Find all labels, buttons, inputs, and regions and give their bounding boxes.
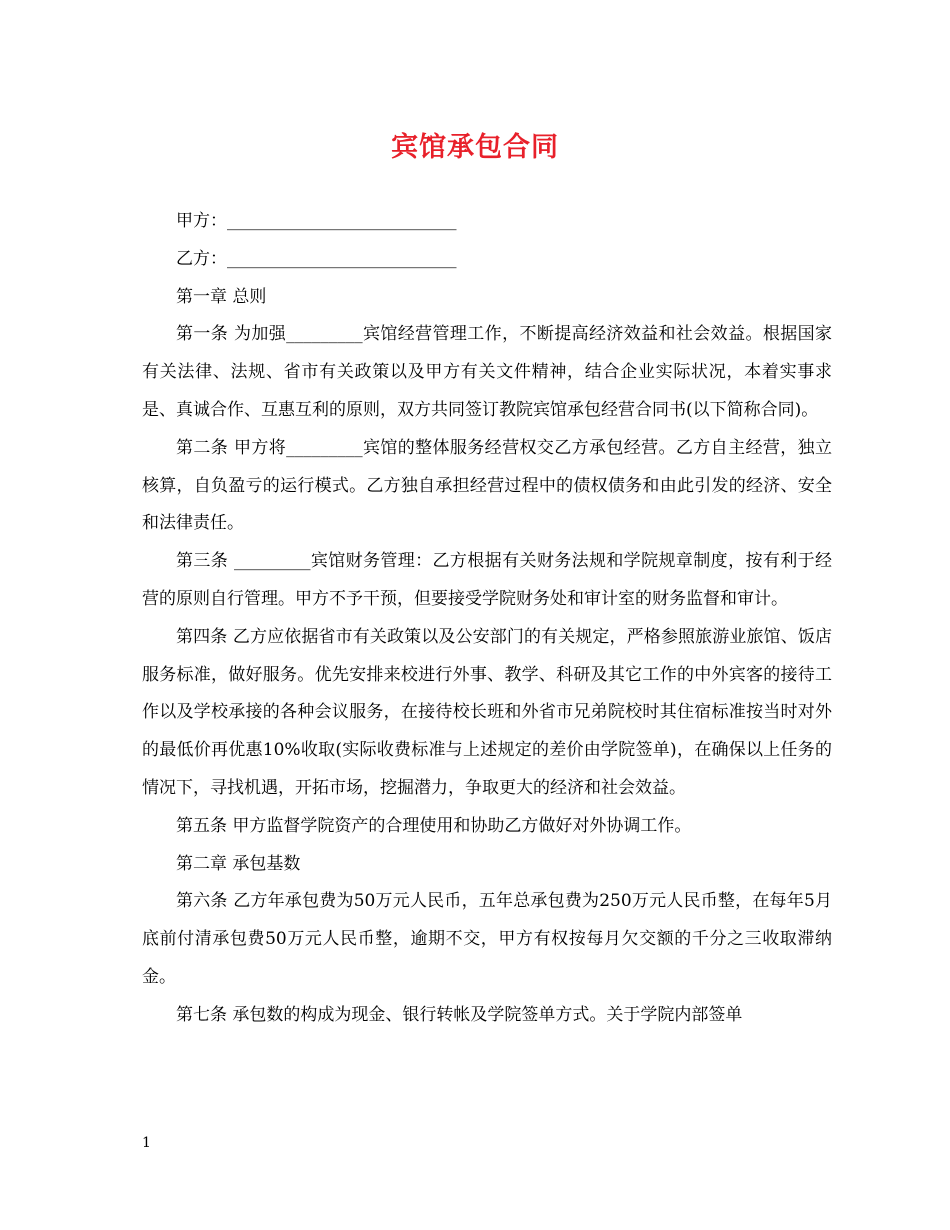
article-paragraph: 第一条 为加强_________宾馆经营管理工作，不断提高经济效益和社会效益。根据国家有关法律、法规、省市有关政策以及甲方有关文件精神，结合企业实际状况，本着实事求是、真诚合作、互惠互利的原则，双方共同签订教院宾馆承包经营合同书(以下简称合同)。 <box>142 324 832 420</box>
page-number: 1 <box>142 1135 151 1151</box>
party-b-line: 乙方：___________________________ <box>176 248 457 269</box>
article-paragraph: 第二条 甲方将_________宾馆的整体服务经营权交乙方承包经营。乙方自主经营，独立核算，自负盈亏的运行模式。乙方独自承担经营过程中的债权债务和由此引发的经济、安全和法律责任。 <box>142 437 832 534</box>
article-paragraph: 第三条 _________宾馆财务管理：乙方根据有关财务法规和学院规章制度，按有利于经营的原则自行管理。甲方不予干预，但要接受学院财务处和审计室的财务监督和审计。 <box>142 551 832 609</box>
article-paragraph: 第六条 乙方年承包费为50万元人民币，五年总承包费为250万元人民币整，在每年5月底前付清承包费50万元人民币整，逾期不交，甲方有权按每月欠交额的千分之三收取滞纳金。 <box>142 891 832 987</box>
party-a-line: 甲方：___________________________ <box>176 211 457 231</box>
chapter-heading: 第二章 承包基数 <box>176 853 301 874</box>
chapter-heading: 第一章 总则 <box>176 286 267 307</box>
document-body <box>142 203 832 1035</box>
article-paragraph: 第五条 甲方监督学院资产的合理使用和协助乙方做好对外协调工作。 <box>176 815 692 836</box>
document-title: 宾馆承包合同 <box>391 132 559 163</box>
article-paragraph: 第四条 乙方应依据省市有关政策以及公安部门的有关规定，严格参照旅游业旅馆、饭店服务标准，做好服务。优先安排来校进行外事、教学、科研及其它工作的中外宾客的接待工作以及学校承接的各种会议服务，在接待校长班和外省市兄弟院校时其住宿标准按当时对外的最低价再优惠10%收取(实际收费标准与上述规定的差价由学院签单)，在确保以上任务的情况下，寻找机遇，开拓市场，挖掘潜力，争取更大的经济和社会效益。 <box>142 626 832 798</box>
article-paragraph: 第七条 承包数的构成为现金、银行转帐及学院签单方式。关于学院内部签单 <box>176 1004 743 1025</box>
